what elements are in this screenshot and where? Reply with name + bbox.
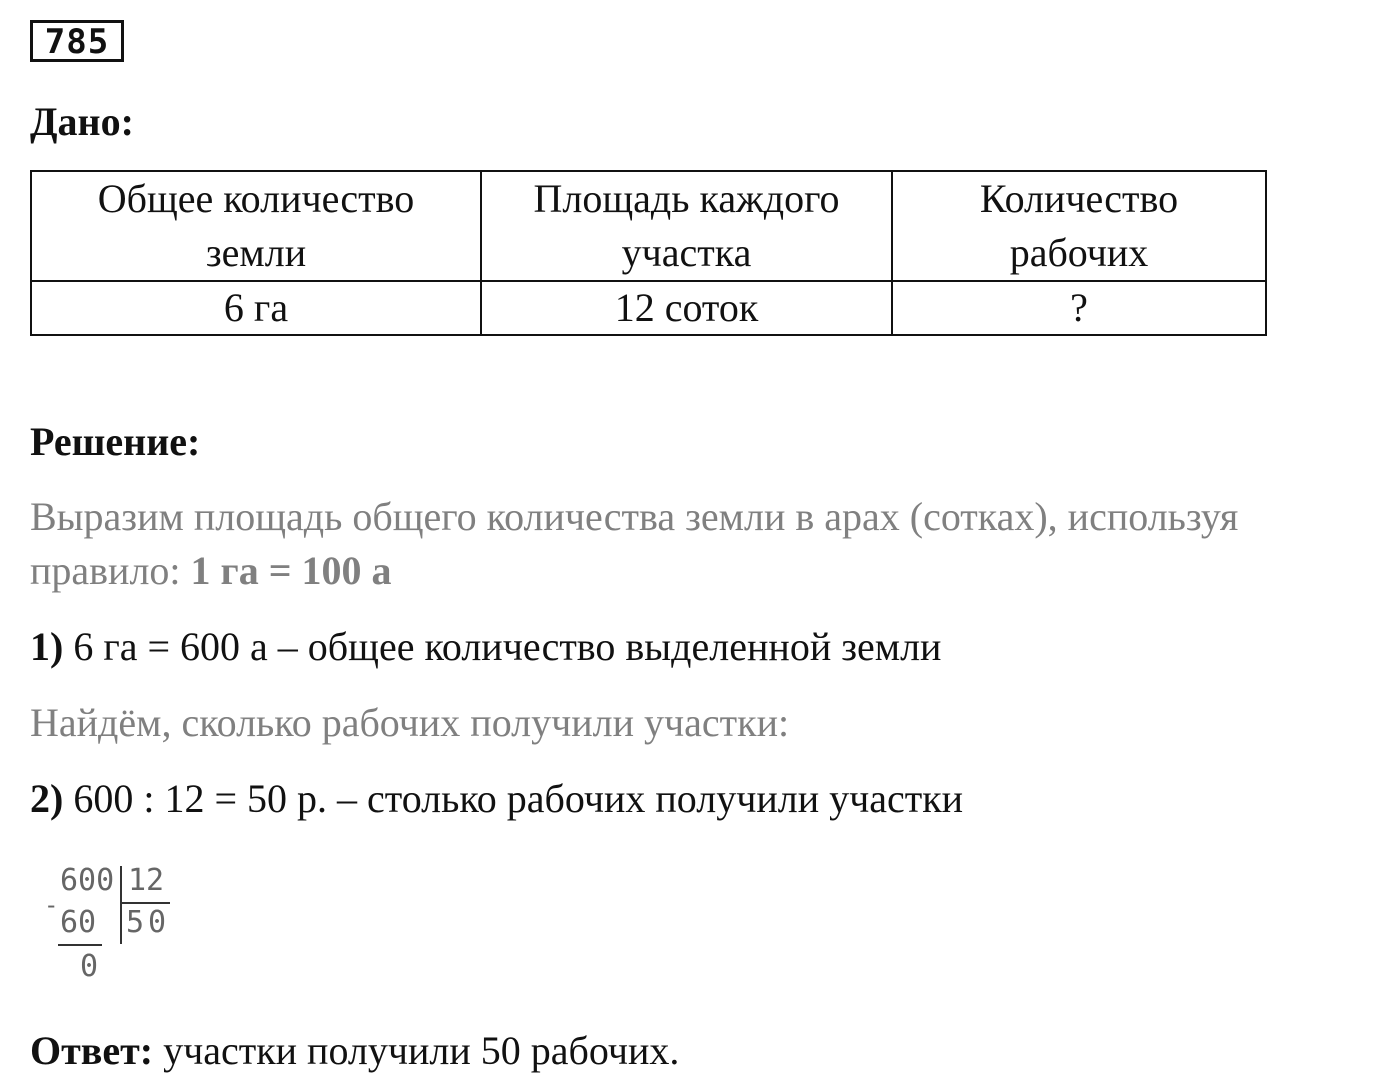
division-divisor-underline bbox=[120, 902, 170, 904]
given-heading: Дано: bbox=[30, 99, 134, 144]
division-divisor: 12 bbox=[128, 863, 165, 898]
given-table bbox=[30, 170, 1267, 336]
header-text: земли bbox=[205, 230, 307, 275]
solution-step-1 bbox=[30, 620, 941, 674]
header-cell-workers-count bbox=[892, 171, 1266, 281]
step-2-label: 2) bbox=[30, 776, 64, 821]
value-cell-total-land: 6 га bbox=[31, 281, 481, 335]
header-cell-total-land bbox=[31, 171, 481, 281]
header-text: Количество bbox=[979, 176, 1179, 221]
header-text: рабочих bbox=[1009, 230, 1149, 275]
division-vertical-bar bbox=[120, 866, 122, 944]
solution-heading: Решение: bbox=[30, 419, 201, 464]
division-dividend: 600 bbox=[60, 863, 115, 898]
division-result-line bbox=[58, 944, 102, 946]
solution-intro-line1: Выразим площадь общего количества земли в арах (сотках), используя bbox=[30, 494, 1239, 539]
solution-intro-line2 bbox=[30, 544, 392, 598]
value-cell-plot-area: 12 соток bbox=[481, 281, 892, 335]
answer-label: Ответ: bbox=[30, 1028, 154, 1073]
conversion-rule: 1 га = 100 а bbox=[190, 548, 392, 593]
step-1-text: 6 га = 600 а – общее количество выделенной земли bbox=[63, 624, 942, 669]
header-text: участка bbox=[621, 230, 752, 275]
answer-line bbox=[30, 1024, 679, 1078]
division-quotient: 50 bbox=[126, 905, 171, 940]
step-2-text: 600 : 12 = 50 р. – столько рабочих получили участки bbox=[63, 776, 964, 821]
header-text: Площадь каждого bbox=[533, 176, 840, 221]
intro-prefix: правило: bbox=[30, 548, 191, 593]
given-table-values-row bbox=[31, 281, 1266, 335]
step-1-label: 1) bbox=[30, 624, 64, 669]
division-remainder: 0 bbox=[80, 949, 99, 984]
header-cell-plot-area bbox=[481, 171, 892, 281]
solution-hint-2: Найдём, сколько рабочих получили участки: bbox=[30, 700, 790, 745]
solution-step-2 bbox=[30, 772, 963, 826]
answer-text: участки получили 50 рабочих. bbox=[153, 1028, 680, 1073]
value-cell-workers-count: ? bbox=[892, 281, 1266, 335]
given-table-header-row bbox=[31, 171, 1266, 281]
division-minus-sign: - bbox=[44, 891, 59, 919]
task-number: 785 bbox=[30, 20, 124, 62]
long-division bbox=[40, 860, 180, 990]
header-text: Общее количество bbox=[97, 176, 415, 221]
division-subtrahend: 60 bbox=[60, 905, 97, 940]
